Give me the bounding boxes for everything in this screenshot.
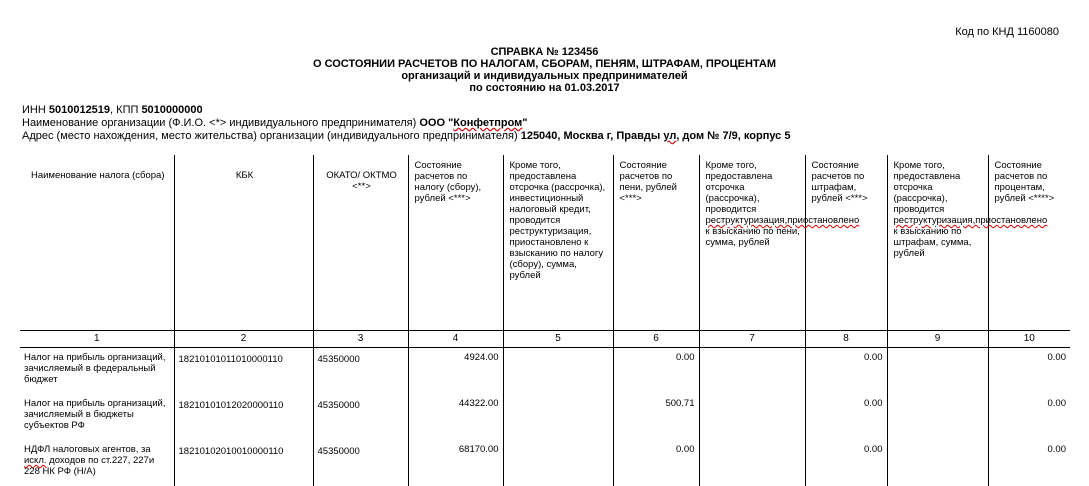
tax-amount: 68170.00: [408, 440, 503, 486]
col-num-1: 1: [20, 331, 174, 348]
fines-amount: 0.00: [805, 348, 887, 395]
fines-amount: 0.00: [805, 394, 887, 440]
kbk-cell: 18210102010010000110: [174, 440, 313, 486]
peni-amount: 0.00: [613, 348, 699, 395]
header-tax-name: Наименование налога (сбора): [30, 170, 165, 181]
col-num-5: 5: [503, 331, 613, 348]
peni-deferral-amount: [699, 348, 805, 395]
header-peni-deferral: Кроме того, предоставлена отсрочка (рассрочка), проводится реструктуризация,приостановлено к взысканию по пени, сумма, рублей: [699, 155, 805, 331]
peni-deferral-amount: [699, 394, 805, 440]
header-fines-deferral: Кроме того, предоставлена отсрочка (рассрочка), проводится реструктуризация,приостановлено к взысканию по штрафам, сумма, рублей: [887, 155, 988, 331]
header-okato: ОКАТО/ ОКТМО <**>: [313, 155, 408, 331]
col-num-10: 10: [988, 331, 1070, 348]
fines-deferral-amount: [887, 394, 988, 440]
col-num-8: 8: [805, 331, 887, 348]
address-part-b: , дом № 7/9, корпус 5: [676, 130, 791, 142]
doc-title: СПРАВКА № 123456: [490, 46, 599, 58]
okato-cell: 45350000: [313, 440, 408, 486]
tax-name: Налог на прибыль организаций, зачисляемый в бюджеты субъектов РФ: [24, 398, 166, 431]
tax-name: НДФЛ налоговых агентов, за искл. доходов по ст.227, 227и 228 НК РФ (Н/А): [24, 444, 155, 477]
peni-amount: 0.00: [613, 440, 699, 486]
org-prefix: ООО ": [419, 117, 454, 129]
address-part-a: 125040, Москва г, Правды: [520, 130, 664, 142]
col-num-4: 4: [408, 331, 503, 348]
col-num-9: 9: [887, 331, 988, 348]
tax-deferral-amount: [503, 440, 613, 486]
address-line: [22, 130, 790, 142]
tax-deferral-amount: [503, 394, 613, 440]
address-label: Адрес (место нахождения, место жительства) организации (индивидуального предпринимателя): [22, 130, 521, 142]
table-row: [20, 440, 1070, 486]
inn-label: ИНН: [22, 104, 49, 116]
kpp-label: , КПП: [110, 104, 142, 116]
col-num-2: 2: [174, 331, 313, 348]
col-num-6: 6: [613, 331, 699, 348]
org-suffix: ": [522, 117, 528, 129]
col-num-3: 3: [313, 331, 408, 348]
org-label: Наименование организации (Ф.И.О. <*> индивидуального предпринимателя): [22, 117, 420, 129]
inn-kpp-line: [22, 104, 203, 116]
header-tax-deferral: Кроме того, предоставлена отсрочка (рассрочка), инвестиционный налоговый кредит, проводится реструктуризация, приостановлено к взысканию по налогу (сбору), сумма, рублей: [503, 155, 613, 331]
interest-amount: 0.00: [988, 440, 1070, 486]
peni-deferral-amount: [699, 440, 805, 486]
table-row: [20, 394, 1070, 440]
peni-amount: 500.71: [613, 394, 699, 440]
col-num-7: 7: [699, 331, 805, 348]
tax-name: Налог на прибыль организаций, зачисляемый в федеральный бюджет: [24, 352, 166, 385]
interest-amount: 0.00: [988, 348, 1070, 395]
fines-deferral-amount: [887, 440, 988, 486]
okato-cell: 45350000: [313, 394, 408, 440]
doc-subtitle-2: организаций и индивидуальных предпринимателей: [401, 70, 688, 82]
fines-amount: 0.00: [805, 440, 887, 486]
header-tax-status: Состояние расчетов по налогу (сбору), рублей <***>: [408, 155, 503, 331]
settlements-table: [20, 155, 1070, 486]
tax-deferral-amount: [503, 348, 613, 395]
kpp-value: 5010000000: [141, 104, 203, 116]
header-fines-status: Состояние расчетов по штрафам, рублей <***>: [805, 155, 887, 331]
fines-deferral-amount: [887, 348, 988, 395]
doc-subtitle: О СОСТОЯНИИ РАСЧЕТОВ ПО НАЛОГАМ, СБОРАМ, ПЕНЯМ, ШТРАФАМ, ПРОЦЕНТАМ: [312, 58, 777, 70]
inn-value: 5010012519: [48, 104, 111, 116]
header-interest-status: Состояние расчетов по процентам, рублей <****>: [988, 155, 1070, 331]
tax-amount: 44322.00: [408, 394, 503, 440]
interest-amount: 0.00: [988, 394, 1070, 440]
tax-amount: 4924.00: [408, 348, 503, 395]
column-numbers-row: [20, 331, 1070, 348]
header-peni-status: Состояние расчетов по пени, рублей <***>: [613, 155, 699, 331]
knd-code: Код по КНД 1160080: [955, 26, 1059, 38]
doc-date: по состоянию на 01.03.2017: [469, 82, 620, 94]
kbk-cell: 18210101012020000110: [174, 394, 313, 440]
table-header-row: [20, 155, 1070, 331]
okato-cell: 45350000: [313, 348, 408, 395]
header-kbk: КБК: [174, 155, 313, 331]
org-line: [22, 117, 528, 129]
address-street-type: ул: [663, 130, 677, 142]
table-row: [20, 348, 1070, 395]
kbk-cell: 18210101011010000110: [174, 348, 313, 395]
org-name: Конфетпром: [453, 117, 523, 129]
